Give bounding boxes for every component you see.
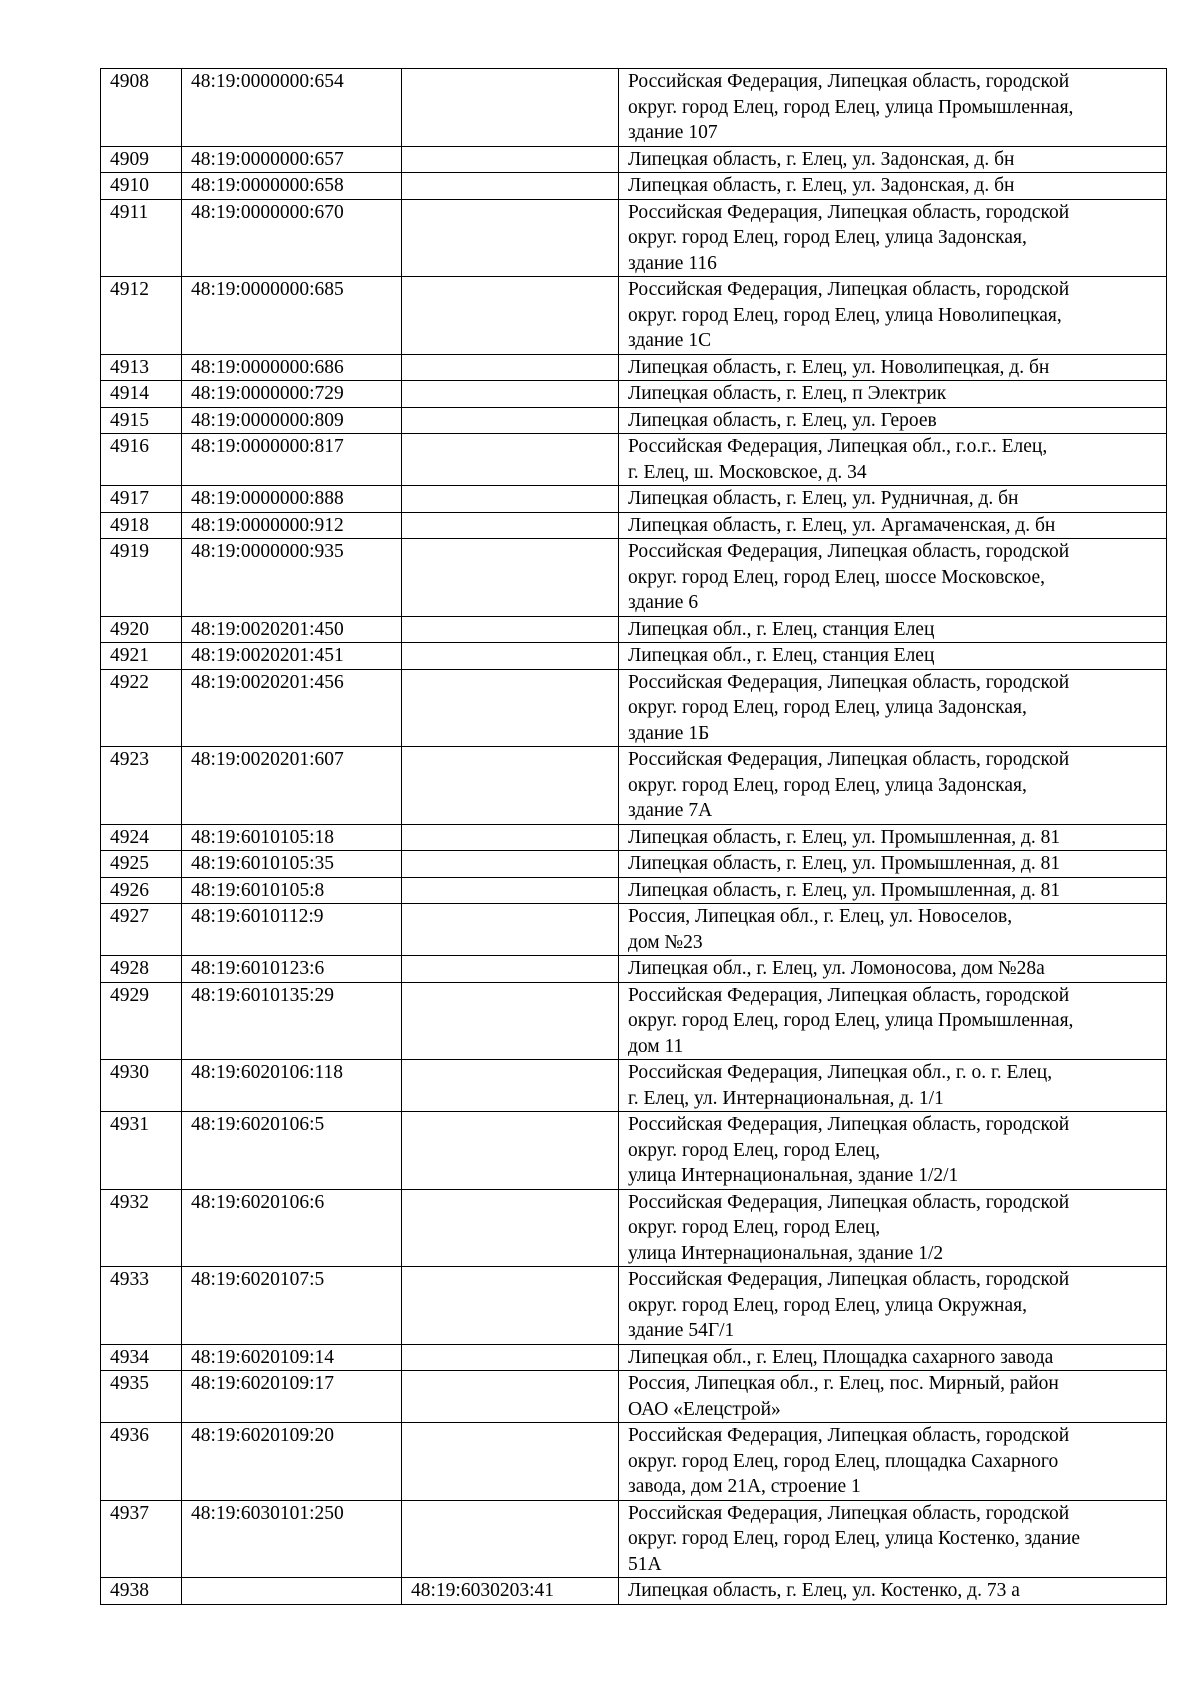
- row-number-cell: 4922: [101, 669, 182, 747]
- cadastral-number-cell: 48:19:0000000:809: [182, 407, 402, 434]
- address-cell: Липецкая область, г. Елец, ул. Новолипецкая, д. бн: [619, 354, 1167, 381]
- parent-cadastral-number-cell: [402, 824, 619, 851]
- parent-cadastral-number-cell: [402, 1112, 619, 1190]
- table-row: [101, 1578, 1167, 1605]
- address-cell: Российская Федерация, Липецкая обл., г.о.г.. Елец, г. Елец, ш. Московское, д. 34: [619, 434, 1167, 486]
- parent-cadastral-number-cell: [402, 539, 619, 617]
- row-number-cell: 4935: [101, 1371, 182, 1423]
- cadastral-number-cell: 48:19:0020201:451: [182, 643, 402, 670]
- address-cell: Липецкая обл., г. Елец, Площадка сахарного завода: [619, 1344, 1167, 1371]
- row-number-cell: 4913: [101, 354, 182, 381]
- parent-cadastral-number-cell: [402, 434, 619, 486]
- cadastral-number-cell: 48:19:6020106:6: [182, 1189, 402, 1267]
- parent-cadastral-number-cell: [402, 512, 619, 539]
- parent-cadastral-number-cell: [402, 199, 619, 277]
- parent-cadastral-number-cell: [402, 146, 619, 173]
- parent-cadastral-number-cell: [402, 1500, 619, 1578]
- table-row: [101, 1344, 1167, 1371]
- table-row: [101, 1267, 1167, 1345]
- table-row: [101, 851, 1167, 878]
- address-cell: Российская Федерация, Липецкая область, городской округ. город Елец, город Елец, улица Костенко, здание 51А: [619, 1500, 1167, 1578]
- cadastral-table: [100, 68, 1167, 1605]
- address-cell: Российская Федерация, Липецкая область, городской округ. город Елец, город Елец, улица Интернациональная, здание 1/2: [619, 1189, 1167, 1267]
- row-number-cell: 4908: [101, 69, 182, 147]
- address-cell: Российская Федерация, Липецкая область, городской округ. город Елец, город Елец, улица Интернациональная, здание 1/2/1: [619, 1112, 1167, 1190]
- cadastral-number-cell: 48:19:0000000:817: [182, 434, 402, 486]
- cadastral-number-cell: 48:19:6010105:18: [182, 824, 402, 851]
- cadastral-number-cell: 48:19:0020201:456: [182, 669, 402, 747]
- table-row: [101, 539, 1167, 617]
- row-number-cell: 4924: [101, 824, 182, 851]
- address-cell: Липецкая область, г. Елец, ул. Рудничная, д. бн: [619, 486, 1167, 513]
- parent-cadastral-number-cell: [402, 486, 619, 513]
- cadastral-number-cell: 48:19:6010123:6: [182, 956, 402, 983]
- table-row: [101, 1371, 1167, 1423]
- table-row: [101, 982, 1167, 1060]
- cadastral-number-cell: 48:19:0000000:658: [182, 173, 402, 200]
- address-cell: Липецкая область, г. Елец, ул. Аргамаченская, д. бн: [619, 512, 1167, 539]
- cadastral-number-cell: 48:19:0000000:935: [182, 539, 402, 617]
- row-number-cell: 4920: [101, 616, 182, 643]
- row-number-cell: 4926: [101, 877, 182, 904]
- address-cell: Липецкая область, г. Елец, ул. Костенко, д. 73 а: [619, 1578, 1167, 1605]
- cadastral-number-cell: 48:19:0000000:686: [182, 354, 402, 381]
- cadastral-number-cell: 48:19:6030101:250: [182, 1500, 402, 1578]
- address-cell: Россия, Липецкая обл., г. Елец, ул. Новоселов, дом №23: [619, 904, 1167, 956]
- row-number-cell: 4917: [101, 486, 182, 513]
- table-row: [101, 277, 1167, 355]
- row-number-cell: 4912: [101, 277, 182, 355]
- address-cell: Российская Федерация, Липецкая область, городской округ. город Елец, город Елец, улица Окружная, здание 54Г/1: [619, 1267, 1167, 1345]
- table-row: [101, 956, 1167, 983]
- address-cell: Липецкая область, г. Елец, ул. Героев: [619, 407, 1167, 434]
- row-number-cell: 4914: [101, 381, 182, 408]
- row-number-cell: 4937: [101, 1500, 182, 1578]
- cadastral-number-cell: 48:19:6020107:5: [182, 1267, 402, 1345]
- cadastral-number-cell: 48:19:6020106:5: [182, 1112, 402, 1190]
- parent-cadastral-number-cell: [402, 354, 619, 381]
- cadastral-number-cell: 48:19:6020106:118: [182, 1060, 402, 1112]
- table-row: [101, 1112, 1167, 1190]
- row-number-cell: 4934: [101, 1344, 182, 1371]
- parent-cadastral-number-cell: [402, 1267, 619, 1345]
- address-cell: Российская Федерация, Липецкая область, городской округ. город Елец, город Елец, улица Задонская, здание 116: [619, 199, 1167, 277]
- table-row: [101, 1500, 1167, 1578]
- row-number-cell: 4916: [101, 434, 182, 486]
- cadastral-number-cell: 48:19:0000000:888: [182, 486, 402, 513]
- parent-cadastral-number-cell: [402, 407, 619, 434]
- parent-cadastral-number-cell: [402, 877, 619, 904]
- parent-cadastral-number-cell: [402, 381, 619, 408]
- row-number-cell: 4932: [101, 1189, 182, 1267]
- address-cell: Липецкая область, г. Елец, ул. Промышленная, д. 81: [619, 851, 1167, 878]
- cadastral-number-cell: 48:19:0020201:450: [182, 616, 402, 643]
- address-cell: Липецкая область, г. Елец, ул. Задонская, д. бн: [619, 173, 1167, 200]
- cadastral-number-cell: 48:19:0000000:912: [182, 512, 402, 539]
- address-cell: Российская Федерация, Липецкая область, городской округ. город Елец, город Елец, улица Задонская, здание 7А: [619, 747, 1167, 825]
- parent-cadastral-number-cell: [402, 747, 619, 825]
- address-cell: Российская Федерация, Липецкая область, городской округ. город Елец, город Елец, улица Промышленная, дом 11: [619, 982, 1167, 1060]
- table-row: [101, 434, 1167, 486]
- row-number-cell: 4930: [101, 1060, 182, 1112]
- table-row: [101, 824, 1167, 851]
- cadastral-number-cell: 48:19:0020201:607: [182, 747, 402, 825]
- cadastral-number-cell: 48:19:6010135:29: [182, 982, 402, 1060]
- table-body: [101, 69, 1167, 1605]
- parent-cadastral-number-cell: [402, 616, 619, 643]
- row-number-cell: 4936: [101, 1423, 182, 1501]
- cadastral-number-cell: 48:19:6020109:20: [182, 1423, 402, 1501]
- table-row: [101, 1060, 1167, 1112]
- table-row: [101, 381, 1167, 408]
- address-cell: Российская Федерация, Липецкая область, городской округ. город Елец, город Елец, улица Промышленная, здание 107: [619, 69, 1167, 147]
- parent-cadastral-number-cell: [402, 851, 619, 878]
- parent-cadastral-number-cell: [402, 982, 619, 1060]
- table-row: [101, 407, 1167, 434]
- address-cell: Российская Федерация, Липецкая область, городской округ. город Елец, город Елец, шоссе Московское, здание 6: [619, 539, 1167, 617]
- address-cell: Липецкая обл., г. Елец, станция Елец: [619, 643, 1167, 670]
- row-number-cell: 4925: [101, 851, 182, 878]
- table-row: [101, 1189, 1167, 1267]
- parent-cadastral-number-cell: [402, 1189, 619, 1267]
- row-number-cell: 4933: [101, 1267, 182, 1345]
- address-cell: Российская Федерация, Липецкая область, городской округ. город Елец, город Елец, улица Задонская, здание 1Б: [619, 669, 1167, 747]
- row-number-cell: 4927: [101, 904, 182, 956]
- row-number-cell: 4928: [101, 956, 182, 983]
- document-page: [100, 68, 1166, 1605]
- parent-cadastral-number-cell: [402, 277, 619, 355]
- row-number-cell: 4931: [101, 1112, 182, 1190]
- table-row: [101, 669, 1167, 747]
- table-row: [101, 354, 1167, 381]
- address-cell: Российская Федерация, Липецкая область, городской округ. город Елец, город Елец, улица Новолипецкая, здание 1С: [619, 277, 1167, 355]
- address-cell: Липецкая обл., г. Елец, ул. Ломоносова, дом №28а: [619, 956, 1167, 983]
- parent-cadastral-number-cell: [402, 1423, 619, 1501]
- parent-cadastral-number-cell: [402, 1060, 619, 1112]
- table-row: [101, 173, 1167, 200]
- address-cell: Российская Федерация, Липецкая обл., г. о. г. Елец, г. Елец, ул. Интернациональная, д. 1/1: [619, 1060, 1167, 1112]
- cadastral-number-cell: 48:19:0000000:685: [182, 277, 402, 355]
- row-number-cell: 4921: [101, 643, 182, 670]
- row-number-cell: 4919: [101, 539, 182, 617]
- table-row: [101, 616, 1167, 643]
- cadastral-number-cell: [182, 1578, 402, 1605]
- cadastral-number-cell: 48:19:0000000:670: [182, 199, 402, 277]
- cadastral-number-cell: 48:19:6020109:17: [182, 1371, 402, 1423]
- table-row: [101, 512, 1167, 539]
- parent-cadastral-number-cell: [402, 173, 619, 200]
- parent-cadastral-number-cell: 48:19:6030203:41: [402, 1578, 619, 1605]
- address-cell: Россия, Липецкая обл., г. Елец, пос. Мирный, район ОАО «Елецстрой»: [619, 1371, 1167, 1423]
- table-row: [101, 877, 1167, 904]
- cadastral-number-cell: 48:19:6010105:35: [182, 851, 402, 878]
- table-row: [101, 199, 1167, 277]
- cadastral-number-cell: 48:19:0000000:729: [182, 381, 402, 408]
- cadastral-number-cell: 48:19:0000000:657: [182, 146, 402, 173]
- table-row: [101, 747, 1167, 825]
- row-number-cell: 4929: [101, 982, 182, 1060]
- cadastral-number-cell: 48:19:0000000:654: [182, 69, 402, 147]
- address-cell: Липецкая обл., г. Елец, станция Елец: [619, 616, 1167, 643]
- address-cell: Российская Федерация, Липецкая область, городской округ. город Елец, город Елец, площадка Сахарного завода, дом 21А, строение 1: [619, 1423, 1167, 1501]
- parent-cadastral-number-cell: [402, 669, 619, 747]
- cadastral-number-cell: 48:19:6020109:14: [182, 1344, 402, 1371]
- table-row: [101, 1423, 1167, 1501]
- row-number-cell: 4918: [101, 512, 182, 539]
- table-row: [101, 69, 1167, 147]
- table-row: [101, 486, 1167, 513]
- row-number-cell: 4911: [101, 199, 182, 277]
- address-cell: Липецкая область, г. Елец, п Электрик: [619, 381, 1167, 408]
- row-number-cell: 4923: [101, 747, 182, 825]
- address-cell: Липецкая область, г. Елец, ул. Промышленная, д. 81: [619, 877, 1167, 904]
- parent-cadastral-number-cell: [402, 1371, 619, 1423]
- address-cell: Липецкая область, г. Елец, ул. Задонская, д. бн: [619, 146, 1167, 173]
- parent-cadastral-number-cell: [402, 643, 619, 670]
- parent-cadastral-number-cell: [402, 69, 619, 147]
- parent-cadastral-number-cell: [402, 956, 619, 983]
- parent-cadastral-number-cell: [402, 1344, 619, 1371]
- table-row: [101, 643, 1167, 670]
- address-cell: Липецкая область, г. Елец, ул. Промышленная, д. 81: [619, 824, 1167, 851]
- table-row: [101, 146, 1167, 173]
- row-number-cell: 4909: [101, 146, 182, 173]
- cadastral-number-cell: 48:19:6010105:8: [182, 877, 402, 904]
- table-row: [101, 904, 1167, 956]
- cadastral-number-cell: 48:19:6010112:9: [182, 904, 402, 956]
- row-number-cell: 4910: [101, 173, 182, 200]
- row-number-cell: 4938: [101, 1578, 182, 1605]
- parent-cadastral-number-cell: [402, 904, 619, 956]
- row-number-cell: 4915: [101, 407, 182, 434]
